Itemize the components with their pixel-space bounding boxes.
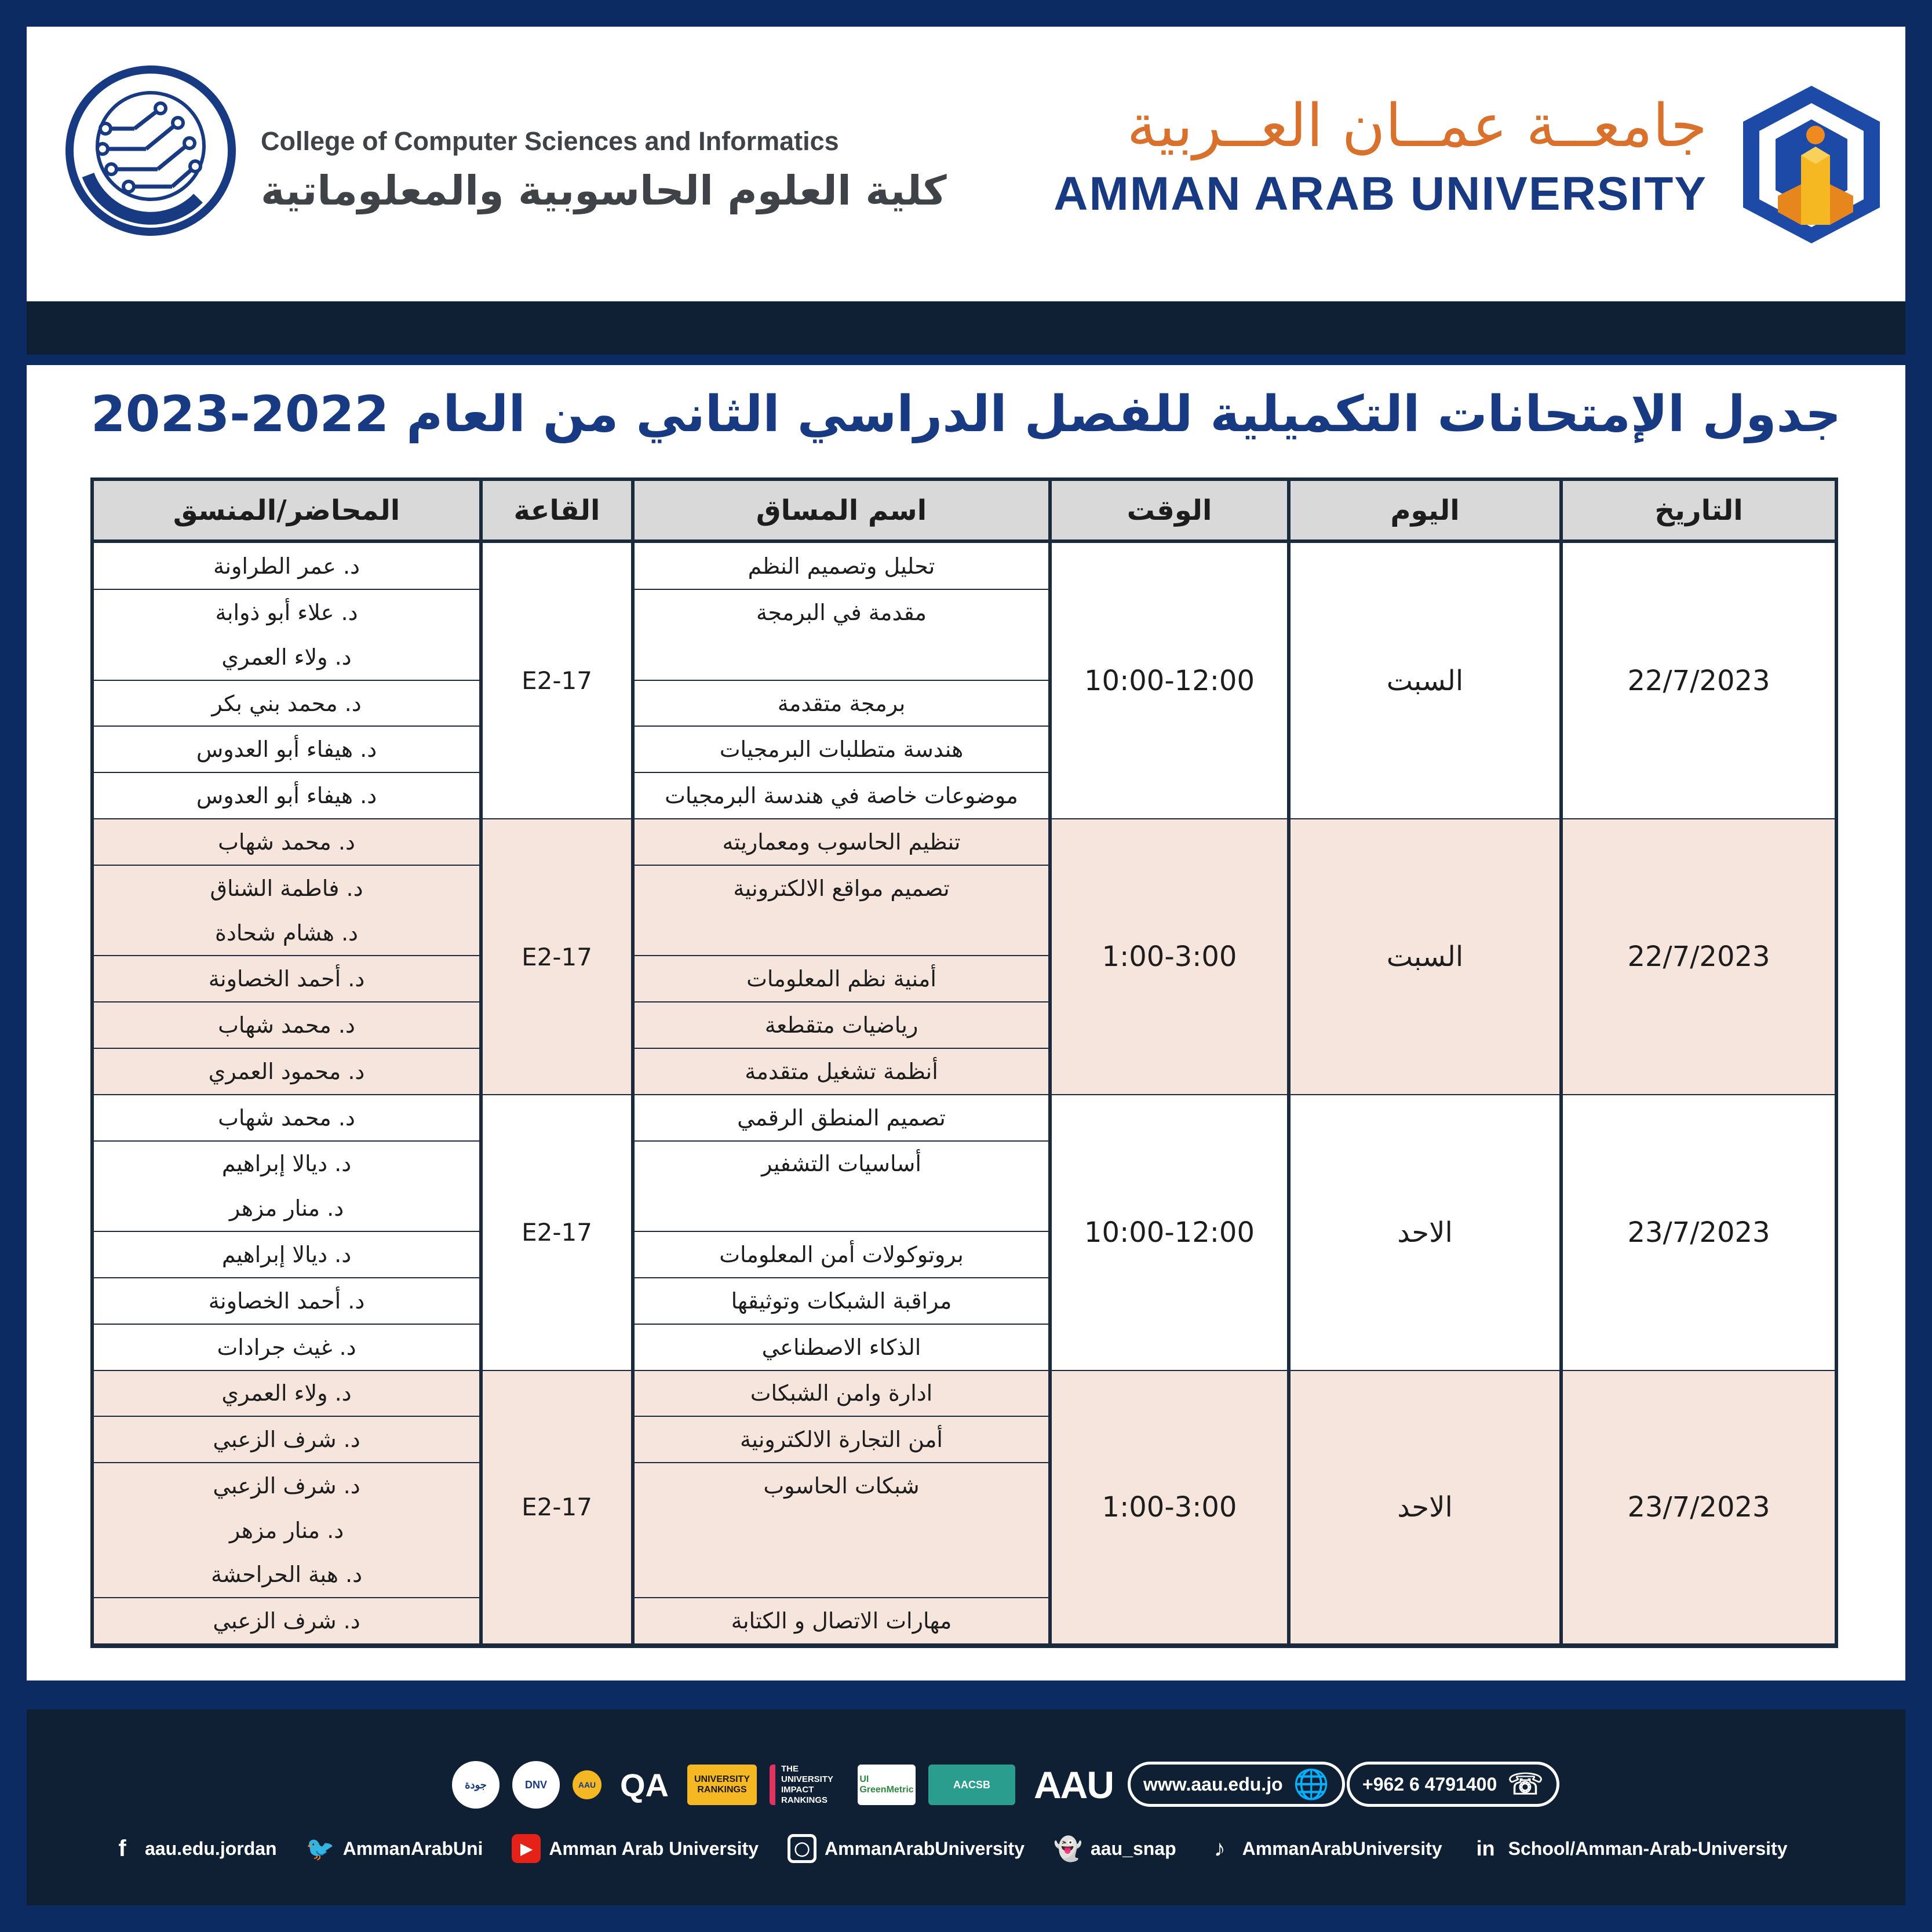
course-cell: تصميم المنطق الرقمي — [633, 1095, 1050, 1141]
lecturer-cell: د. أحمد الخصاونة — [94, 956, 481, 1002]
lecturer-cell: د. هشام شحادة — [94, 910, 481, 956]
phone-link[interactable] — [1347, 1762, 1559, 1807]
header-course: اسم المساق — [633, 481, 1050, 541]
lecturer-cell: د. محمد شهاب — [94, 819, 481, 865]
date-cell: 23/7/2023 — [1561, 1095, 1835, 1370]
header-divider-band — [27, 301, 1905, 355]
phone-icon: ☏ — [1507, 1768, 1544, 1800]
date-cell: 22/7/2023 — [1561, 819, 1835, 1095]
lecturer-cell: د. منار مزهر — [94, 1186, 481, 1231]
room-cell: E2-17 — [481, 1095, 633, 1370]
course-cell: مهارات الاتصال و الكتابة — [633, 1598, 1050, 1644]
university-name-en: AMMAN ARAB UNIVERSITY — [1054, 167, 1707, 220]
facebook-icon: f — [118, 1835, 126, 1861]
header-time: الوقت — [1050, 481, 1289, 541]
college-name-ar: كلية العلوم الحاسوبية والمعلوماتية — [261, 167, 947, 214]
instagram-handle: AmmanArabUniversity — [825, 1838, 1025, 1859]
lecturer-cell: د. فاطمة الشناق — [94, 865, 481, 910]
lecturer-cell: د. ديالا إبراهيم — [94, 1231, 481, 1278]
linkedin-icon: in — [1476, 1836, 1495, 1860]
linkedin-link[interactable] — [1471, 1834, 1788, 1863]
facebook-link[interactable] — [108, 1834, 277, 1863]
day-cell: السبت — [1289, 541, 1561, 819]
course-cell: مراقبة الشبكات وتوثيقها — [633, 1278, 1050, 1324]
header-day: اليوم — [1289, 481, 1561, 541]
aau-wordmark: AAU — [1034, 1763, 1113, 1806]
globe-icon: 🌐 — [1293, 1767, 1329, 1800]
college-logo — [65, 65, 236, 236]
lecturer-cell: د. هبة الحراحشة — [94, 1552, 481, 1598]
youtube-icon: ▶ — [512, 1834, 541, 1863]
youtube-link[interactable] — [512, 1834, 759, 1863]
lecturer-cell: د. ديالا إبراهيم — [94, 1141, 481, 1186]
table-row — [94, 541, 1835, 589]
time-cell: 10:00-12:00 — [1050, 541, 1289, 819]
header-panel — [27, 27, 1905, 301]
course-cell — [633, 910, 1050, 956]
tiktok-handle: AmmanArabUniversity — [1242, 1838, 1442, 1859]
exam-schedule-table — [90, 477, 1838, 1648]
course-cell: أمنية نظم المعلومات — [633, 956, 1050, 1002]
course-cell: موضوعات خاصة في هندسة البرمجيات — [633, 772, 1050, 819]
snapchat-link[interactable] — [1054, 1834, 1176, 1863]
university-logo — [1743, 86, 1880, 243]
course-cell: أساسيات التشفير — [633, 1141, 1050, 1186]
website-link[interactable] — [1128, 1762, 1345, 1807]
lecturer-cell: د. شرف الزعبي — [94, 1416, 481, 1463]
accreditation-badges — [452, 1756, 1119, 1814]
lecturer-cell: د. أحمد الخصاونة — [94, 1278, 481, 1324]
snapchat-icon: 👻 — [1054, 1836, 1082, 1862]
room-cell: E2-17 — [481, 1370, 633, 1644]
header-room: القاعة — [481, 481, 633, 541]
date-cell: 23/7/2023 — [1561, 1370, 1835, 1644]
course-cell: شبكات الحاسوب — [633, 1463, 1050, 1508]
time-cell: 1:00-3:00 — [1050, 1370, 1289, 1644]
course-cell: تنظيم الحاسوب ومعماريته — [633, 819, 1050, 865]
lecturer-cell: د. منار مزهر — [94, 1508, 481, 1552]
linkedin-handle: School/Amman-Arab-University — [1508, 1838, 1788, 1859]
course-cell: الذكاء الاصطناعي — [633, 1324, 1050, 1370]
lecturer-cell: د. غيث جرادات — [94, 1324, 481, 1370]
lecturer-cell: د. هيفاء أبو العدوس — [94, 772, 481, 819]
day-cell: الاحد — [1289, 1370, 1561, 1644]
course-cell: أمن التجارة الالكترونية — [633, 1416, 1050, 1463]
course-cell: تحليل وتصميم النظم — [633, 541, 1050, 589]
instagram-icon: ◯ — [788, 1834, 816, 1863]
youtube-handle: Amman Arab University — [549, 1838, 759, 1859]
website-text: www.aau.edu.jo — [1143, 1773, 1283, 1795]
table-header-row — [94, 481, 1835, 541]
course-cell: بروتوكولات أمن المعلومات — [633, 1231, 1050, 1278]
lecturer-cell: د. شرف الزعبي — [94, 1463, 481, 1508]
lecturer-cell: د. هيفاء أبو العدوس — [94, 726, 481, 772]
header-date: التاريخ — [1561, 481, 1835, 541]
dnv-badge: DNV — [512, 1761, 560, 1809]
aacsb-badge: AACSB — [928, 1765, 1015, 1805]
tiktok-link[interactable] — [1205, 1834, 1442, 1863]
lecturer-cell: د. محمد بني بكر — [94, 680, 481, 727]
twitter-handle: AmmanArabUni — [342, 1838, 483, 1859]
lecturer-cell: د. ولاء العمري — [94, 1370, 481, 1417]
college-name-en: College of Computer Sciences and Informatics — [261, 126, 839, 156]
day-cell: السبت — [1289, 819, 1561, 1095]
time-cell: 10:00-12:00 — [1050, 1095, 1289, 1370]
course-cell: أنظمة تشغيل متقدمة — [633, 1048, 1050, 1095]
table-row — [94, 1095, 1835, 1141]
table-row — [94, 819, 1835, 865]
facebook-handle: aau.edu.jordan — [145, 1838, 277, 1859]
phone-text: +962 6 4791400 — [1362, 1773, 1497, 1795]
aau-small-badge: AAU — [573, 1770, 602, 1799]
course-cell: مقدمة في البرمجة — [633, 589, 1050, 635]
time-cell: 1:00-3:00 — [1050, 819, 1289, 1095]
lecturer-cell: د. محمد شهاب — [94, 1095, 481, 1141]
tiktok-icon: ♪ — [1213, 1835, 1226, 1861]
course-cell: تصميم مواقع الالكترونية — [633, 865, 1050, 910]
lecturer-cell: د. محمد شهاب — [94, 1002, 481, 1048]
page-title: جدول الإمتحانات التكميلية للفصل الدراسي الثاني من العام 2022-2023 — [90, 385, 1842, 443]
jawda-badge: جودة — [452, 1761, 500, 1809]
lecturer-cell: د. شرف الزعبي — [94, 1598, 481, 1644]
social-links — [108, 1825, 1788, 1872]
qs-rankings-badge: UNIVERSITY RANKINGS — [687, 1765, 757, 1805]
instagram-link[interactable] — [788, 1834, 1025, 1863]
the-impact-badge: THE UNIVERSITY IMPACT RANKINGS — [770, 1765, 845, 1805]
course-cell: ادارة وامن الشبكات — [633, 1370, 1050, 1417]
room-cell: E2-17 — [481, 541, 633, 819]
table-row — [94, 1370, 1835, 1417]
greenmetric-badge: UI GreenMetric — [858, 1765, 916, 1805]
twitter-icon: 🐦 — [305, 1836, 335, 1862]
course-cell — [633, 1552, 1050, 1598]
lecturer-cell: د. ولاء العمري — [94, 635, 481, 680]
lecturer-cell: د. علاء أبو ذوابة — [94, 589, 481, 635]
room-cell: E2-17 — [481, 819, 633, 1095]
table-body — [94, 541, 1835, 1644]
twitter-link[interactable] — [306, 1834, 483, 1863]
course-cell: رياضيات متقطعة — [633, 1002, 1050, 1048]
lecturer-cell: د. عمر الطراونة — [94, 541, 481, 589]
course-cell — [633, 1508, 1050, 1552]
day-cell: الاحد — [1289, 1095, 1561, 1370]
course-cell — [633, 1186, 1050, 1231]
course-cell — [633, 635, 1050, 680]
course-cell: هندسة متطلبات البرمجيات — [633, 726, 1050, 772]
qa-badge: QA — [620, 1766, 669, 1803]
snapchat-handle: aau_snap — [1091, 1838, 1176, 1859]
lecturer-cell: د. محمود العمري — [94, 1048, 481, 1095]
course-cell: برمجة متقدمة — [633, 680, 1050, 727]
date-cell: 22/7/2023 — [1561, 541, 1835, 819]
header-lecturer: المحاضر/المنسق — [94, 481, 481, 541]
university-name-ar: جامعــة عمــان العــربية — [1127, 92, 1707, 161]
